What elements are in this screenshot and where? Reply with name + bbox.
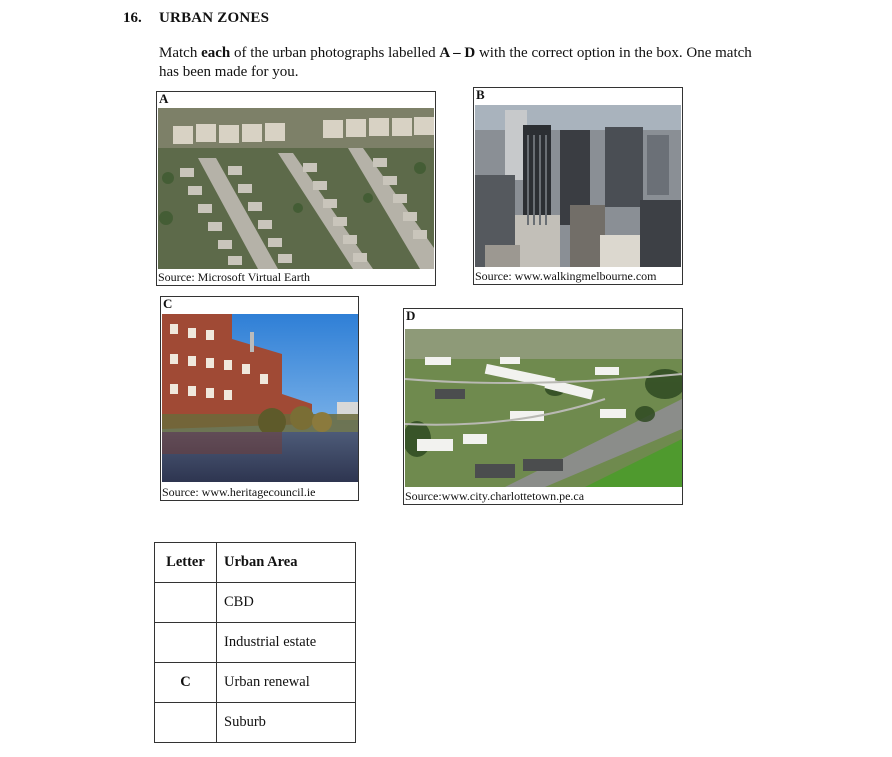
question-number: 16. (123, 10, 142, 26)
table-row (155, 663, 356, 703)
instruction-text: Match each of the urban photographs labelled A – D with the correct option in the box. One match has been made for you. (159, 45, 752, 80)
city-skyline-photo (475, 105, 681, 267)
header-letter: Letter (155, 543, 217, 583)
riverside-warehouse-photo (162, 314, 358, 482)
letter-cell[interactable] (155, 623, 217, 663)
header-urban-area: Urban Area (217, 543, 356, 583)
photo-source: Source: www.heritagecouncil.ie (162, 485, 316, 499)
photo-letter: D (406, 308, 416, 323)
photo-a (156, 91, 436, 286)
photo-letter: C (163, 296, 173, 311)
photo-c (160, 296, 359, 501)
photo-b (473, 87, 683, 285)
question-title: URBAN ZONES (159, 10, 270, 26)
area-cell: Urban renewal (217, 663, 356, 703)
photo-letter: A (159, 91, 169, 106)
area-cell: Suburb (217, 703, 356, 743)
photo-source: Source: www.walkingmelbourne.com (475, 269, 657, 283)
letter-cell[interactable]: C (155, 663, 217, 703)
table-row (155, 703, 356, 743)
photo-d (403, 308, 683, 505)
answer-table (154, 542, 356, 743)
photo-letter: B (476, 87, 485, 102)
table-header-row (155, 543, 356, 583)
area-cell: Industrial estate (217, 623, 356, 663)
photo-source: Source: Microsoft Virtual Earth (158, 270, 311, 284)
table-row (155, 583, 356, 623)
area-cell: CBD (217, 583, 356, 623)
photo-source: Source:www.city.charlottetown.pe.ca (405, 489, 585, 503)
table-row (155, 623, 356, 663)
aerial-suburb-photo (158, 108, 434, 269)
letter-cell[interactable] (155, 583, 217, 623)
industrial-park-photo (405, 329, 682, 487)
letter-cell[interactable] (155, 703, 217, 743)
